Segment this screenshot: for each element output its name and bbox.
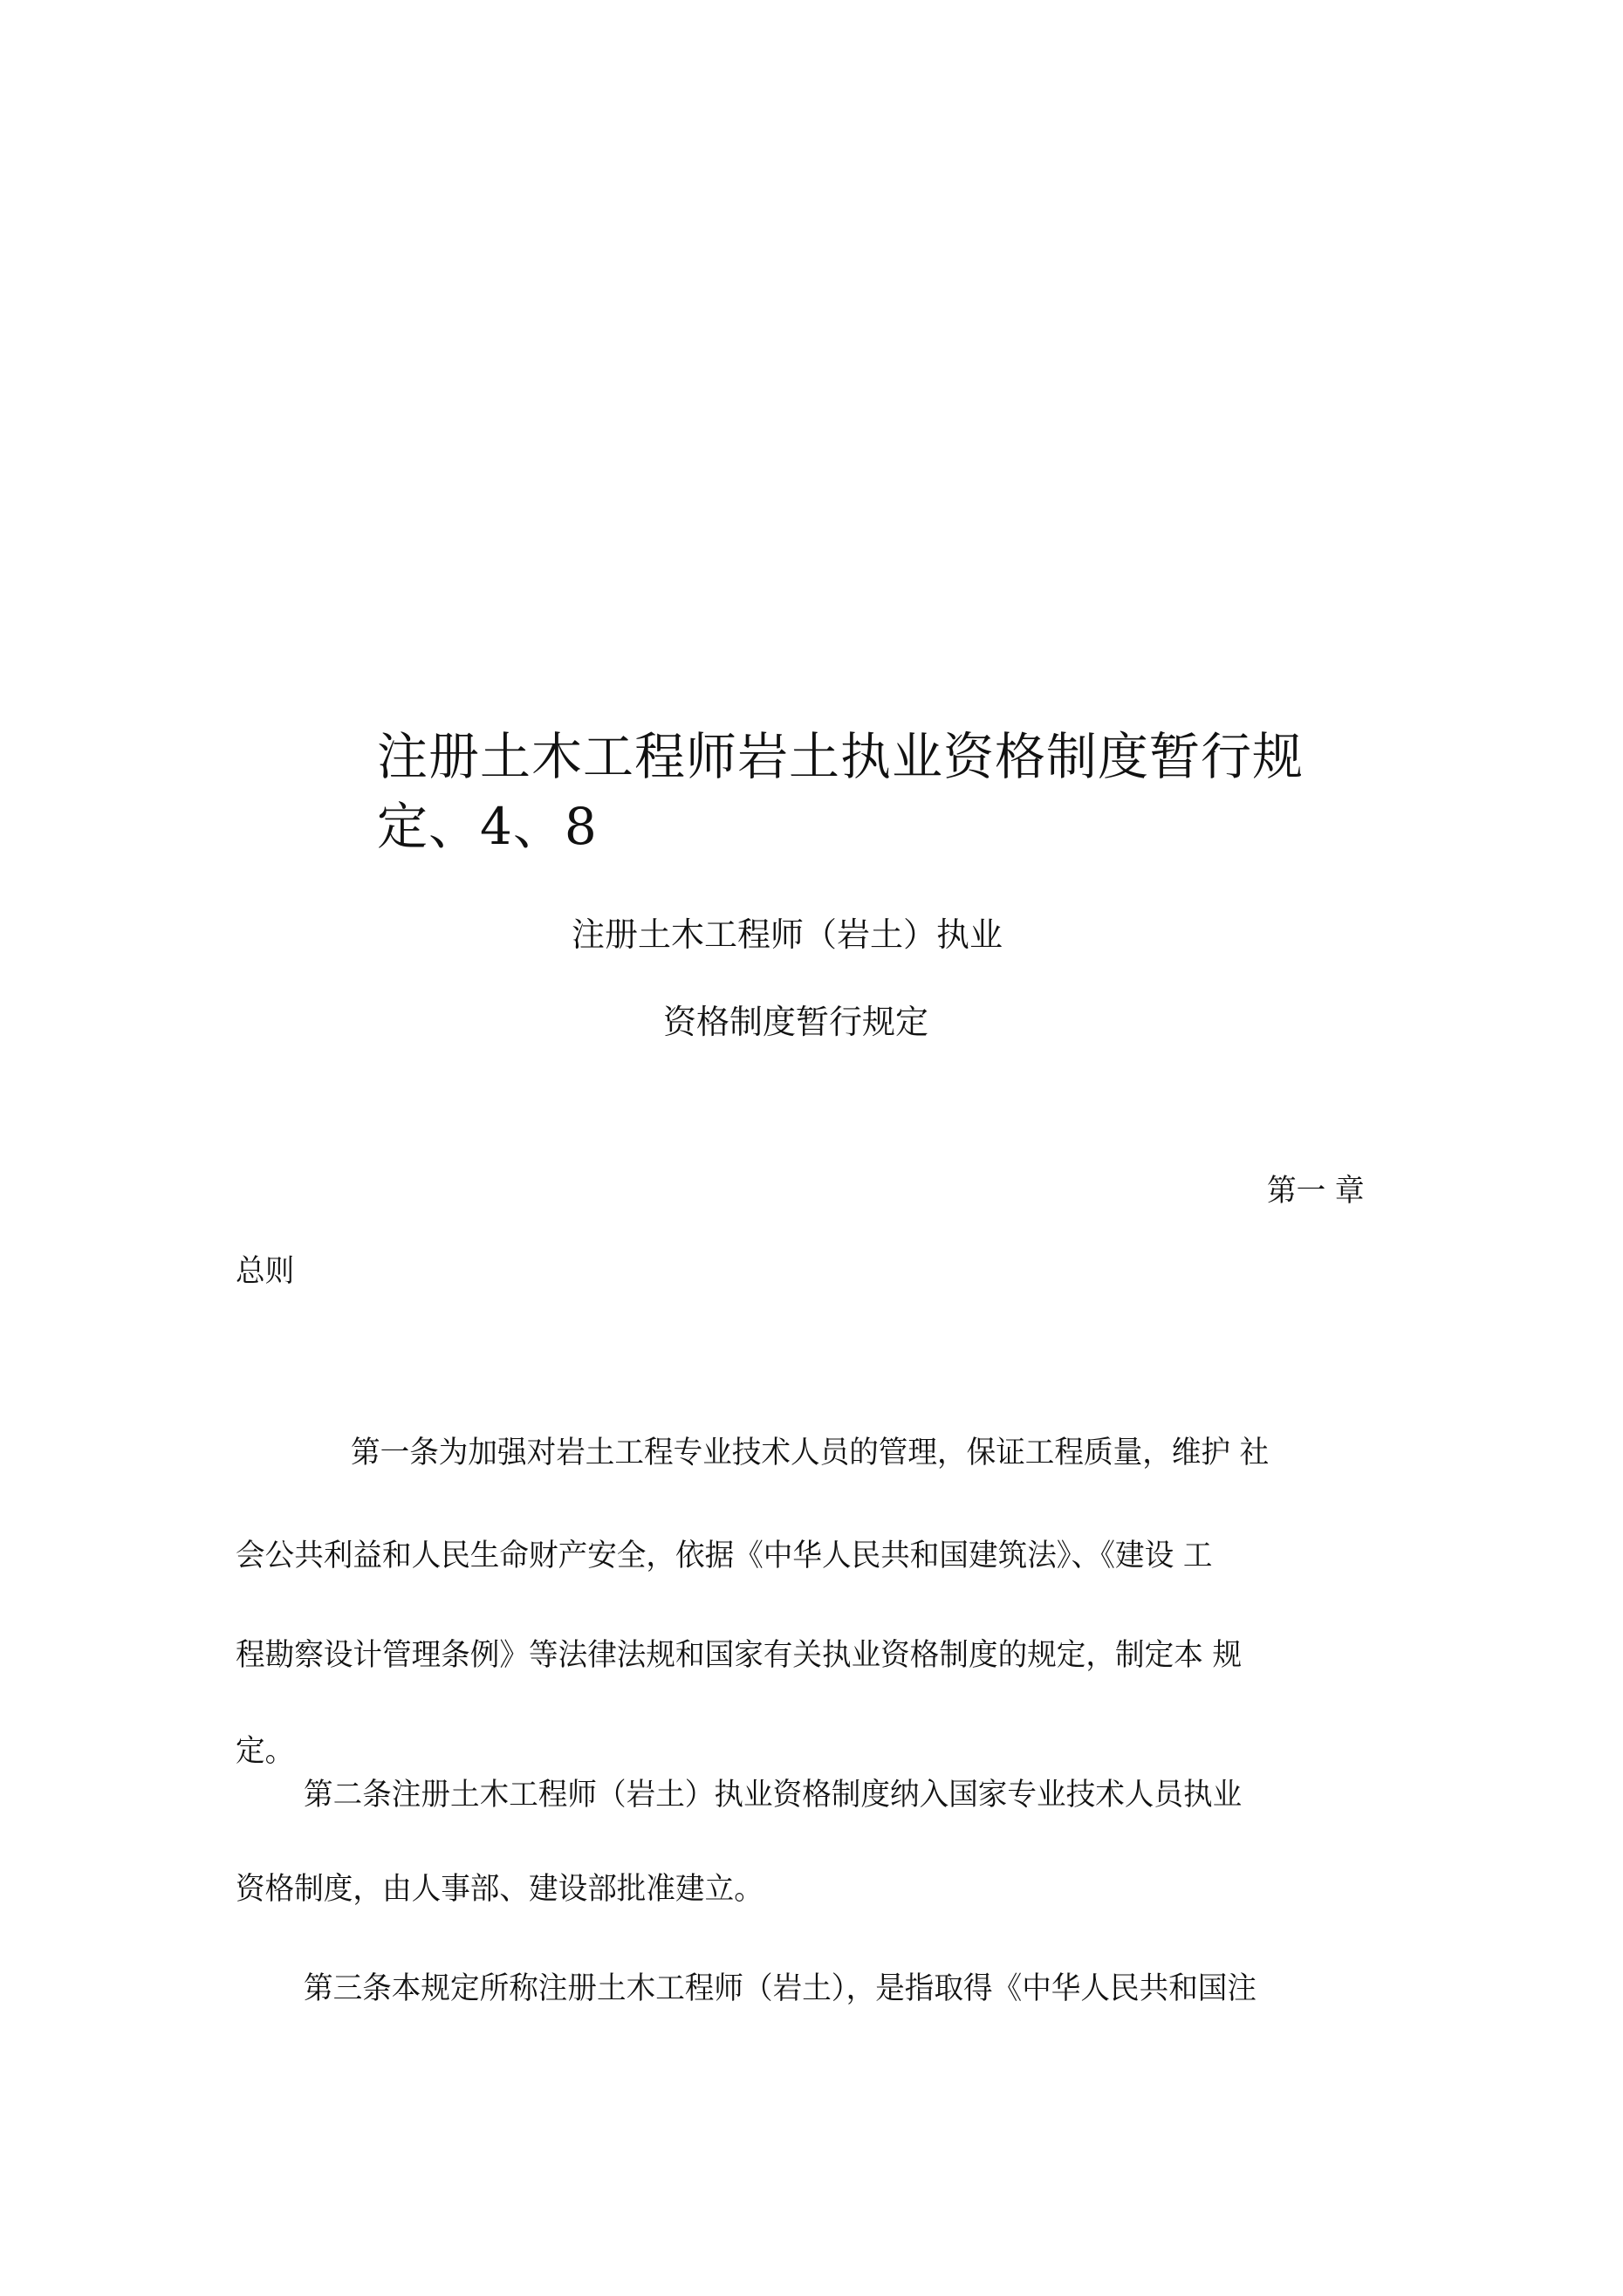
main-title-line-1: 注册土木工程师岩土执业资格制度暂行规	[377, 727, 1305, 786]
subtitle-line-2: 资格制度暂行规定	[663, 1003, 929, 1041]
chapter-number: 第一 章	[1267, 1174, 1365, 1209]
article-1-line-3: 程勘察设计管理条例》等法律法规和国家有关执业资格制度的规定，制定本 规	[236, 1638, 1243, 1673]
main-title-line-2: 定、4、8	[377, 797, 598, 856]
subtitle-line-1: 注册土木工程师（岩土）执业	[572, 915, 1003, 954]
chapter-name: 总则	[236, 1254, 295, 1289]
article-1-line-4: 定。	[236, 1734, 295, 1769]
article-2-line-2: 资格制度，由人事部、建设部批准建立。	[236, 1872, 764, 1907]
article-2-line-1: 第二条注册土木工程师（岩土）执业资格制度纳入国家专业技术人员执业	[304, 1778, 1243, 1813]
article-1-line-1: 第一条为加强对岩土工程专业技术人员的管理，保证工程质量，维护 社	[351, 1436, 1270, 1470]
article-1-line-2: 会公共利益和人民生命财产安全，依据《中华人民共和国建筑法》、《建设 工	[236, 1539, 1213, 1573]
article-3-line-1: 第三条本规定所称注册土木工程师（岩土），是指取得《中华人民共和国注	[304, 1971, 1257, 2006]
